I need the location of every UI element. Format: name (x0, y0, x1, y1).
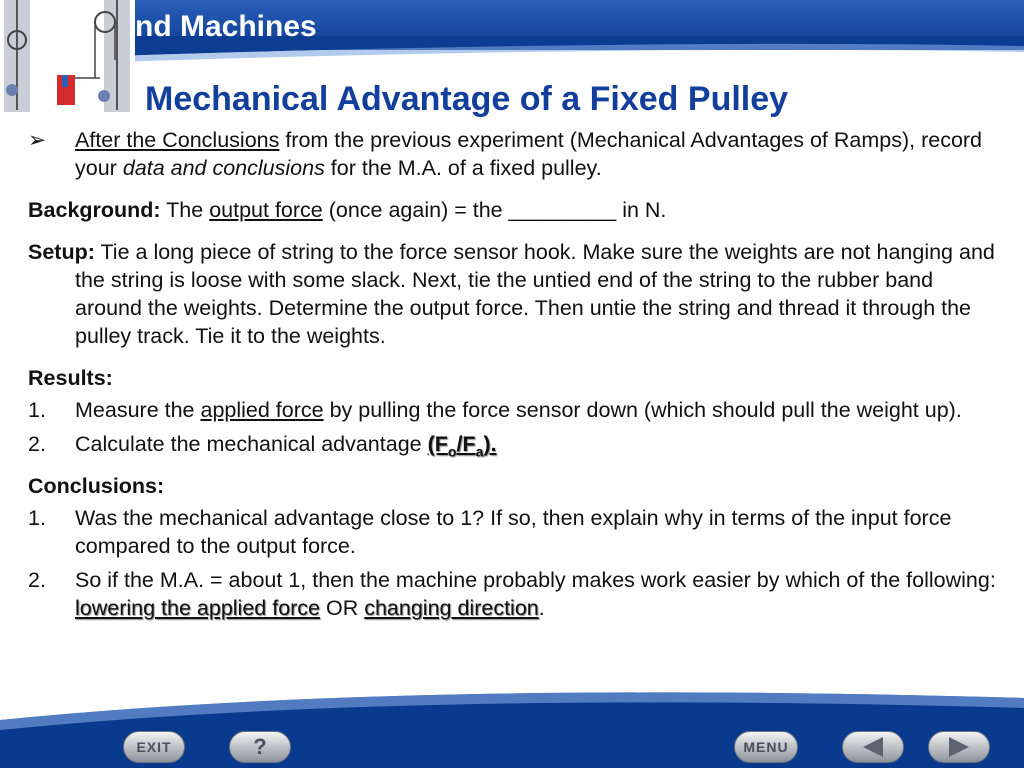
background-text-1: The (160, 198, 210, 222)
background-label: Background: (28, 198, 161, 222)
conclusions-heading: Conclusions: (28, 474, 165, 498)
setup-text: Tie a long piece of string to the force sensor hook. Make sure the weights are not hanging and the string is loose with some slack. Next, tie the untied end of the string to the rubber band around the weights. Determine the output force. Then untie the string and thread it through the pulley track. Tie it to the weights. (75, 240, 995, 348)
intro-bullet (28, 126, 996, 182)
or-text: OR (320, 596, 365, 620)
period-text: . (538, 596, 545, 620)
menu-button[interactable]: MENU (734, 731, 798, 763)
arrow-right-icon (949, 737, 969, 757)
pulley-illustration (0, 0, 135, 120)
conclusions-item (28, 566, 996, 622)
ma-formula: $(F_o/F_a)$. (427, 432, 497, 460)
setup-label: Setup: (28, 240, 95, 264)
background-paragraph (28, 196, 996, 224)
results-item-underlined: applied force (200, 398, 324, 422)
results-item-text-1: Measure the (75, 398, 201, 422)
previous-button[interactable] (842, 731, 904, 763)
results-item-text-1: Calculate the mechanical advantage (75, 432, 428, 456)
conclusions-item-text-1: So if the M.A. = about 1, then the machine probably makes work easier by which of the following: (75, 568, 996, 592)
next-button[interactable] (928, 731, 990, 763)
results-item (28, 430, 996, 458)
arrow-left-icon (863, 737, 883, 757)
results-item-text-2: by pulling the force sensor down (which should pull the weight up). (323, 398, 962, 422)
slide-title: Mechanical Advantage of a Fixed Pulley (145, 80, 789, 118)
background-text-2: (once again) = the _________ in N. (322, 198, 667, 222)
item-number: 1. (28, 506, 46, 530)
chapter-title: nd Machines (135, 10, 317, 43)
exit-button[interactable]: EXIT (123, 731, 185, 763)
conclusions-item-text: Was the mechanical advantage close to 1? If so, then explain why in terms of the input force compared to the output force. (75, 506, 952, 558)
intro-link-text: After the Conclusions (75, 128, 280, 152)
setup-paragraph (28, 238, 996, 350)
intro-text-1: from the previous experiment (Mechanical Advantages of Ramps), record your (75, 128, 983, 180)
help-button[interactable]: ? (229, 731, 291, 763)
arrow-bullet-icon: ➢ (28, 128, 47, 152)
item-number: 2. (28, 432, 46, 456)
item-number: 1. (28, 398, 46, 422)
background-underlined: output force (209, 198, 323, 222)
option-changing-direction: changing direction (364, 596, 539, 620)
slide-body (28, 126, 996, 622)
option-lowering-applied-force: lowering the applied force (75, 596, 321, 620)
results-heading: Results: (28, 366, 113, 390)
intro-italic-text: data and conclusions (122, 156, 325, 180)
intro-text-2: for the M.A. of a fixed pulley. (324, 156, 602, 180)
results-item (28, 396, 996, 424)
conclusions-item (28, 504, 996, 560)
item-number: 2. (28, 568, 46, 592)
